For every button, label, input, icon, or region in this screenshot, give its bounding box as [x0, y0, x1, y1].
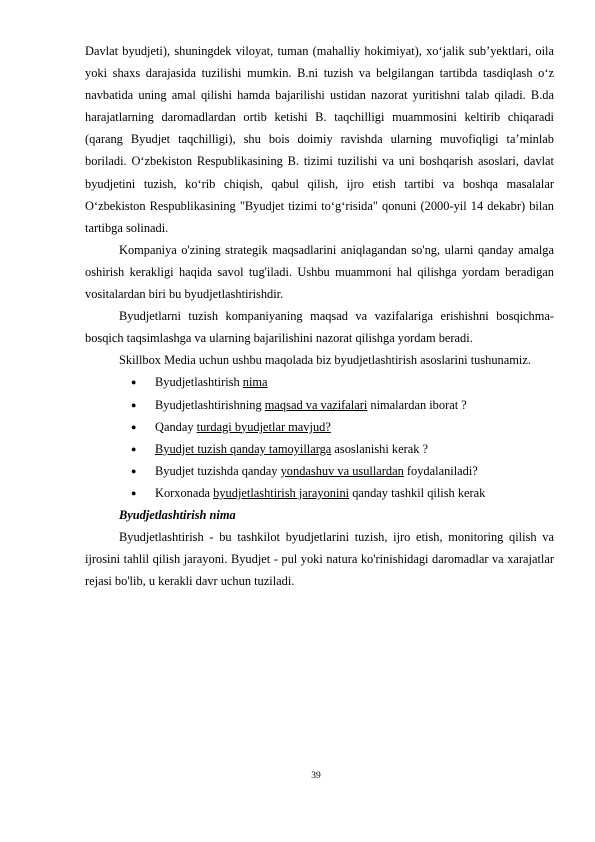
paragraph-strategy: Kompaniya o'zining strategik maqsadlarini aniqlagandan so'ng, ularni qanday amalga oshirish kerakligi haqida savol tug'iladi. Ushbu muammoni hal qilishga yordam beradigan vositalardan biri bu byudjetlashtirishdir. [85, 242, 554, 302]
toc-link[interactable]: turdagi byudjetlar mavjud? [196, 419, 331, 434]
paragraph-budget-purpose: Byudjetlarni tuzish kompaniyaning maqsad va vazifalariga erishishni bosqichma-bosqich taqsimlashga va ularning bajarilishini nazorat qilishga yordam beradi. [85, 309, 554, 346]
bullet-icon: ● [131, 421, 137, 432]
toc-item: ● Byudjetlashtirishning maqsad va vazifalari nimalardan iborat ? [131, 394, 554, 416]
paragraph-definition: Byudjetlashtirish - bu tashkilot byudjetlarini tuzish, ijro etish, monitoring qilish va ijrosini tahlil qilish jarayoni. Byudjet - pul yoki natura ko'rinishidagi daromadlar va xarajatlar rejasi bo'lib, u kerakli davr uchun tuziladi. [85, 530, 554, 589]
toc-link[interactable]: byudjetlashtirish jarayonini [213, 485, 350, 500]
section-heading: Byudjetlashtirish nima [119, 507, 236, 522]
paragraph-article-intro: Skillbox Media uchun ushbu maqolada biz byudjetlashtirish asoslarini tushunamiz. [119, 353, 531, 368]
bullet-icon: ● [131, 465, 137, 476]
paragraph-intro: Davlat byudjeti), shuningdek viloyat, tuman (mahalliy hokimiyat), xoʻjalik subʼyektlari, oila yoki shaxs darajasida tuzilishi mumkin. B.ni tuzish va belgilangan tartibda tasdiqlash oʻz navbatida uning amal qilishi hamda bajarilishi ustidan nazorat yuritishni talab qiladi. B.da harajatlarning daromadlardan ortib ketishi B. taqchilligi muammosini keltirib chiqaradi (qarang Byudjet taqchilligi), shu bois doimiy ravishda ularning muvofiqligi taʼminlab boriladi. Oʻzbekiston Respublikasining B. tizimi tuzilishi va uni boshqarish asoslari, davlat byudjetini tuzish, koʻrib chiqish, qabul qilish, ijro etish tartibi va boshqa masalalar Oʻzbekiston Respublikasining "Byudjet tizimi toʻgʻrisida" qonuni (2000-yil 14 dekabr) bilan tartibga solinadi. [85, 44, 554, 235]
bullet-icon: ● [131, 487, 137, 498]
bullet-icon: ● [131, 377, 137, 388]
page-number: 39 [311, 771, 321, 781]
table-of-contents [85, 371, 554, 504]
toc-item: ● Byudjet tuzishda qanday yondashuv va usullardan foydalaniladi? [131, 460, 554, 482]
toc-link[interactable]: Byudjet tuzish qanday tamoyillarga [155, 441, 332, 456]
toc-item: ● Korxonada byudjetlashtirish jarayonini qanday tashkil qilish kerak [131, 482, 554, 504]
bullet-icon: ● [131, 443, 137, 454]
toc-item: ● Qanday turdagi byudjetlar mavjud? [131, 416, 554, 438]
toc-link[interactable]: nima [242, 375, 268, 390]
toc-link[interactable]: maqsad va vazifalari [264, 397, 368, 412]
document-page [85, 40, 554, 592]
toc-item: ● Byudjetlashtirish nima [131, 371, 554, 393]
toc-item: ● Byudjet tuzish qanday tamoyillarga asoslanishi kerak ? [131, 438, 554, 460]
bullet-icon: ● [131, 399, 137, 410]
toc-link[interactable]: yondashuv va usullardan [280, 463, 404, 478]
